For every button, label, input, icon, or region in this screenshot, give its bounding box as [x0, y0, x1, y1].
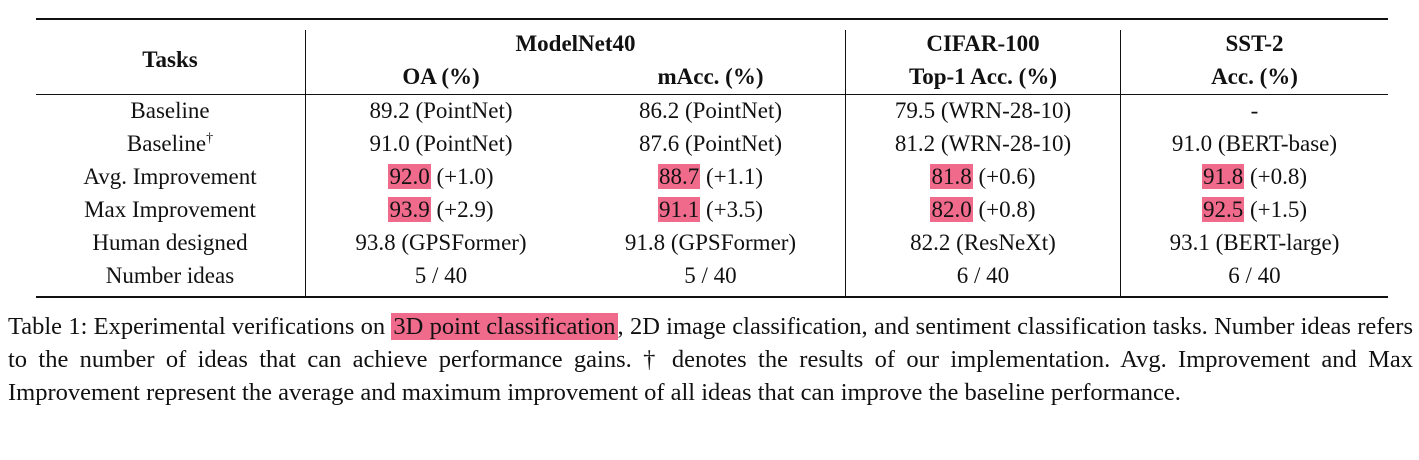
- row-label: [36, 195, 304, 225]
- cell-note: (GPSFormer): [395, 230, 527, 255]
- table-cell: [576, 96, 845, 126]
- row-label: [36, 96, 304, 126]
- row-label: [36, 228, 304, 258]
- cell-note: (+1.0): [430, 164, 494, 189]
- cell-value: 6 / 40: [956, 263, 1010, 288]
- cell-value: 81.2: [894, 131, 936, 156]
- table-cell: [306, 195, 576, 225]
- highlighted-value: 93.9: [389, 197, 430, 222]
- row-label-text: Human designed: [92, 230, 248, 255]
- cell-note: (+3.5): [700, 197, 764, 222]
- cell-note: (+1.5): [1244, 197, 1308, 222]
- highlighted-value: 91.8: [1202, 164, 1244, 189]
- table-cell: [846, 129, 1120, 159]
- cell-value: 5 / 40: [414, 263, 468, 288]
- group-header-sst2: SST-2: [1225, 31, 1284, 56]
- cell-note: (ResNeXt): [950, 230, 1056, 255]
- group-header-cifar100: CIFAR-100: [926, 31, 1040, 56]
- table-top-rule: [36, 18, 1388, 20]
- table-cell: [846, 195, 1120, 225]
- highlighted-value: 92.5: [1202, 197, 1244, 222]
- table-bottom-rule: [36, 296, 1388, 298]
- table-cell: [1121, 228, 1388, 258]
- metric-header-macc: mAcc. (%): [657, 64, 764, 89]
- row-label: [36, 162, 304, 192]
- cell-value: 79.5: [894, 98, 936, 123]
- cell-value: 87.6: [638, 131, 680, 156]
- cell-note: (PointNet): [409, 98, 513, 123]
- cell-value: 82.2: [910, 230, 951, 255]
- table-cell: [846, 96, 1120, 126]
- cell-note: (GPSFormer): [665, 230, 797, 255]
- cell-note: (PointNet): [679, 98, 783, 123]
- table-cell: [1121, 162, 1388, 192]
- table-caption: [8, 310, 1413, 409]
- table-cell: [576, 162, 845, 192]
- table-cell: [1121, 195, 1388, 225]
- table-cell: [576, 261, 845, 291]
- table-cell: [846, 228, 1120, 258]
- cell-value: 5 / 40: [684, 263, 737, 288]
- table-cell: [306, 96, 576, 126]
- table-cell: [576, 129, 845, 159]
- metric-header-acc: Acc. (%): [1211, 64, 1298, 89]
- table-cell: [1121, 261, 1388, 291]
- cell-note: (WRN-28-10): [935, 131, 1072, 156]
- table-cell: [846, 261, 1120, 291]
- row-label-text: Number ideas: [105, 263, 235, 288]
- table-cell: [306, 228, 576, 258]
- table-cell: [306, 162, 576, 192]
- row-label-text: Max Improvement: [84, 197, 256, 222]
- caption-rest: , 2D image classification, and sentiment classification tasks. Number ideas refers to the number of ideas that can achieve performance gains. † denotes the results of our implementation. Avg. Improvement and Max Improvement represent the average and maximum improvement of all ideas that can improve the baseline performance.: [8, 313, 1414, 406]
- cell-value: 6 / 40: [1228, 263, 1281, 288]
- cell-note: (BERT-base): [1212, 131, 1338, 156]
- table-cell: [846, 162, 1120, 192]
- cell-note: (+0.8): [972, 197, 1036, 222]
- metric-header-oa: OA (%): [402, 64, 480, 89]
- cell-value: 86.2: [638, 98, 680, 123]
- table-cell: [576, 195, 845, 225]
- highlighted-value: 82.0: [931, 197, 972, 222]
- cell-note: (PointNet): [679, 131, 783, 156]
- dagger-marker: †: [206, 131, 214, 146]
- metric-header-top1: Top-1 Acc. (%): [908, 64, 1057, 89]
- cell-note: (+1.1): [700, 164, 764, 189]
- cell-note: (BERT-large): [1209, 230, 1340, 255]
- table-cell: [576, 228, 845, 258]
- cell-value: 93.8: [355, 230, 396, 255]
- row-label: [36, 129, 304, 159]
- highlighted-value: 92.0: [389, 164, 430, 189]
- tasks-header: Tasks: [142, 47, 198, 72]
- caption-highlight: 3D point classification: [393, 313, 616, 340]
- table-cell: [1121, 129, 1388, 159]
- cell-value: 91.0: [369, 131, 410, 156]
- cell-note: (PointNet): [409, 131, 513, 156]
- cell-note: (+2.9): [430, 197, 494, 222]
- row-label-text: Baseline: [126, 131, 207, 156]
- cell-value: 91.8: [624, 230, 666, 255]
- table-cell: [1121, 96, 1388, 126]
- cell-value: -: [1250, 98, 1259, 123]
- cell-note: (+0.8): [1244, 164, 1308, 189]
- group-header-modelnet40: ModelNet40: [515, 31, 636, 56]
- row-label-text: Baseline: [130, 98, 210, 123]
- cell-value: 93.1: [1169, 230, 1210, 255]
- cell-value: 89.2: [369, 98, 410, 123]
- table-cell: [306, 129, 576, 159]
- cell-note: (+0.6): [972, 164, 1036, 189]
- cell-note: (WRN-28-10): [935, 98, 1072, 123]
- row-label: [36, 261, 304, 291]
- cell-value: 91.0: [1171, 131, 1213, 156]
- caption-prefix: Table 1: Experimental verifications on: [8, 313, 392, 340]
- highlighted-value: 81.8: [931, 164, 972, 189]
- row-label-text: Avg. Improvement: [83, 164, 257, 189]
- table-header-rule: [36, 94, 1388, 95]
- highlighted-value: 88.7: [658, 164, 700, 189]
- table-cell: [306, 261, 576, 291]
- highlighted-value: 91.1: [658, 197, 700, 222]
